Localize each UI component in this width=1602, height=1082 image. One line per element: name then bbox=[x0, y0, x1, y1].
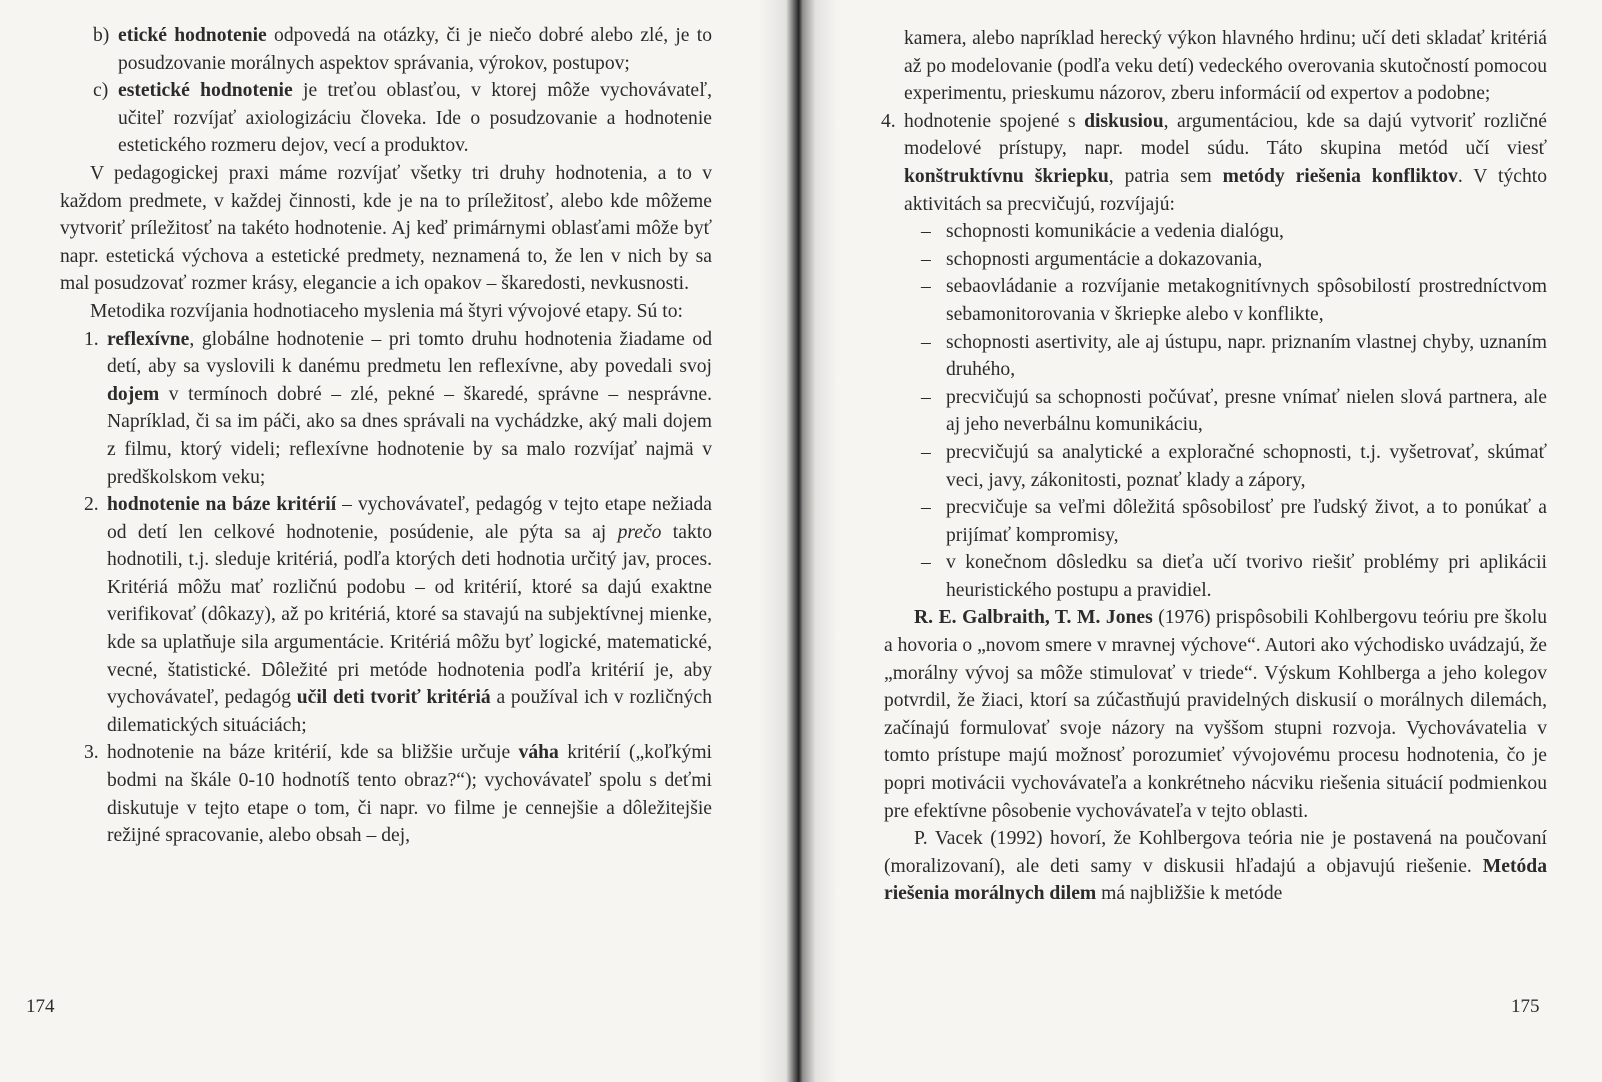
paragraph-text: (1976) prispôsobili Kohlbergovu teóriu pre školu a hovoria o „novom smere v mravnej výchove“. Autori ako východisko uvádzajú, že „morálny vývoj sa môže stimulovať v triede“. Výskum Kohlberga a jeho kolegov potvrdil, že žiaci, ktorí sa zúčastňujú pravidelných diskusií o morálnych dilemách, začínajú formulovať svoje názory na vyššom stupni rozvoja. Vychovávatelia v tomto prístupe majú možnosť porozumieť vývojovému procesu hodnotenia, čo je popri motivácii vychovávateľa a konkrétneho nácviku riešenia situácií podmienkou pre efektívne pôsobenie vychovávateľa v tejto oblasti. bbox=[884, 607, 1547, 822]
list-marker: 3. bbox=[84, 742, 99, 764]
list-item-text: hodnotenie spojené s bbox=[904, 110, 1085, 132]
term-impression: dojem bbox=[107, 383, 160, 405]
term-weight: váha bbox=[518, 742, 559, 764]
dash-list-item-text: schopnosti argumentácie a dokazovania, bbox=[946, 248, 1263, 270]
term-moral-dilemma-method: Metóda riešenia morálnych dilem bbox=[884, 855, 1547, 905]
dash-marker: – bbox=[921, 386, 931, 408]
list-marker: c) bbox=[93, 80, 109, 102]
dash-marker: – bbox=[921, 441, 931, 463]
dash-list-item bbox=[884, 329, 1547, 384]
dash-list-item-text: precvičujú sa analytické a exploračné schopnosti, t.j. vyšetrovať, skúmať veci, javy, zákonitosti, poznať klady a zápory, bbox=[946, 441, 1547, 491]
authors-galbraith-jones: R. E. Galbraith, T. M. Jones bbox=[914, 607, 1153, 629]
list-item-text: je treťou oblasťou, v ktorej môže vychovávateľ, učiteľ rozvíjať axiologizáciu človeka. Ide o posudzovanie a hodnotenie estetického rozmeru dejov, vecí a produktov. bbox=[118, 80, 712, 157]
term-criteria-evaluation: hodnotenie na báze kritérií bbox=[107, 494, 337, 516]
list-item-text: , globálne hodnotenie – pri tomto druhu hodnotenia žiadame od detí, aby sa vyslovili k danému predmetu len reflexívne, aby povedali svoj bbox=[107, 328, 712, 378]
paragraph-text: má najbližšie k metóde bbox=[1096, 883, 1283, 905]
dash-list-item bbox=[884, 384, 1547, 439]
term-reflexive: reflexívne bbox=[107, 328, 190, 350]
list-item-text: . V týchto aktivitách sa precvičujú, rozvíjajú: bbox=[904, 165, 1547, 215]
list-item-c bbox=[60, 77, 712, 160]
left-page-text bbox=[60, 22, 712, 850]
left-page bbox=[0, 0, 793, 1082]
dash-list-item bbox=[884, 494, 1547, 549]
list-item-text: , patria sem bbox=[1108, 165, 1223, 187]
right-page-text bbox=[881, 25, 1547, 908]
paragraph-vacek bbox=[884, 825, 1547, 908]
paragraph: V pedagogickej praxi máme rozvíjať všetky tri druhy hodnotenia, a to v každom predmete, v každej činnosti, kde je na to príležitosť, alebo kde môžeme vytvoriť príležitosť na takéto hodnotenie. Aj keď primárnymi oblasťami môže byť napr. estetická výchova a estetické predmety, neznamená to, že len v nich by sa mal posudzovať rozmer krásy, elegancie a ich opakov – škaredosti, nevkusnosti. bbox=[60, 162, 712, 295]
numbered-item-3-continued bbox=[884, 25, 1547, 108]
term-why: prečo bbox=[617, 521, 662, 543]
list-item-text: – vychovávateľ, pedagóg v tejto etape nežiada od detí len celkové hodnotenie, posúdenie, ale pýta sa aj bbox=[107, 494, 712, 543]
list-marker: b) bbox=[93, 25, 110, 46]
term-constructive-dispute: konštruktívnu škriepku bbox=[904, 165, 1109, 187]
term-conflict-resolution: metódy riešenia konfliktov bbox=[1222, 165, 1458, 187]
list-item-text: , argumentáciou, kde sa dajú vytvoriť rozličné modelové prístupy, napr. model súdu. Táto skupina metód učí viesť bbox=[904, 110, 1547, 160]
list-item-text: odpovedá na otázky, či je niečo dobré alebo zlé, je to posudzovanie morálnych aspektov správania, výrokov, postupov; bbox=[118, 25, 712, 74]
page-number: 175 bbox=[1511, 996, 1540, 1017]
list-item-b bbox=[60, 22, 712, 77]
dash-list-item-text: sebaovládanie a rozvíjanie metakognitívnych spôsobilostí prostredníctvom sebamonitorovania v škriepke alebo v konflikte, bbox=[946, 276, 1547, 325]
dash-marker: – bbox=[921, 221, 931, 243]
list-marker: 4. bbox=[881, 110, 896, 132]
dash-marker: – bbox=[921, 276, 931, 298]
paragraph-galbraith bbox=[884, 604, 1547, 825]
dash-list-item bbox=[884, 439, 1547, 494]
term-aesthetic-evaluation: estetické hodnotenie bbox=[118, 80, 293, 102]
numbered-item-4 bbox=[881, 108, 1547, 218]
term-ethical-evaluation: etické hodnotenie bbox=[118, 25, 267, 46]
list-marker: 1. bbox=[84, 328, 99, 350]
dash-list-item bbox=[884, 218, 1547, 246]
numbered-item-3 bbox=[60, 739, 712, 849]
paragraph-text: P. Vacek (1992) hovorí, že Kohlbergova teória nie je postavená na poučovaní (moralizovaní), ale deti samy v diskusii hľadajú a objavujú riešenie. bbox=[884, 828, 1547, 877]
dash-marker: – bbox=[921, 331, 931, 353]
paragraph: Metodika rozvíjania hodnotiaceho myslenia má štyri vývojové etapy. Sú to: bbox=[90, 300, 683, 322]
numbered-item-2 bbox=[60, 491, 712, 739]
list-item-text: takto hodnotili, t.j. sleduje kritériá, podľa ktorých deti hodnotia určitý jav, proces. Kritériá môžu mať rozličnú podobu – od kritérií, ktoré sa dajú exaktne verifikovať (dôkazy), až po kritériá, ktoré sa stavajú na subjektívnej mienke, kde sa uplatňuje sila argumentácie. Kritériá môžu byť logické, matematické, vecné, štatistické. Dôležité pri metóde hodnotenia podľa kritérií je, aby vychovávateľ, pedagóg bbox=[107, 521, 712, 709]
dash-list-item-text: precvičuje sa veľmi dôležitá spôsobilosť pre ľudský život, a to ponúkať a prijímať kompromisy, bbox=[946, 497, 1547, 546]
right-page bbox=[801, 0, 1602, 1082]
dash-list-item-text: precvičujú sa schopnosti počúvať, presne vnímať nielen slová partnera, ale aj jeho neverbálnu komunikáciu, bbox=[946, 386, 1547, 436]
numbered-item-1 bbox=[60, 326, 712, 492]
dash-list-item bbox=[884, 273, 1547, 328]
dash-marker: – bbox=[921, 497, 931, 519]
list-marker: 2. bbox=[84, 494, 99, 516]
list-item-text: kritérií („koľkými bodmi na škále 0-10 hodnotíš tento obraz?“); vychovávateľ spolu s deťmi diskutuje v tejto etape o tom, či napr. vo filme je cennejšie a dôležitejšie režijné spracovanie, alebo obsah – dej, bbox=[107, 742, 713, 847]
dash-list-item bbox=[884, 246, 1547, 274]
term-create-criteria: učil deti tvoriť kritériá bbox=[296, 687, 491, 709]
dash-list-item-text: schopnosti asertivity, ale aj ústupu, napr. priznaním vlastnej chyby, uznaním druhého, bbox=[946, 331, 1547, 381]
dash-list-item-text: schopnosti komunikácie a vedenia dialógu, bbox=[946, 221, 1284, 243]
page-number: 174 bbox=[26, 996, 55, 1017]
list-item-text: v termínoch dobré – zlé, pekné – škaredé, správne – nesprávne. Napríklad, či sa im páči, ako sa dnes správali na vychádzke, aký mali dojem z filmu, ktorý videli; reflexívne hodnotenie by sa malo rozvíjať najmä v predškolskom veku; bbox=[107, 383, 712, 488]
list-item-text: a používal ich v rozličných dilematických situáciách; bbox=[107, 687, 713, 736]
dash-list-item-text: v konečnom dôsledku sa dieťa učí tvorivo riešiť problémy pri aplikácii heuristického postupu a pravidiel. bbox=[946, 552, 1547, 601]
dash-marker: – bbox=[921, 552, 931, 574]
list-item-text: kamera, alebo napríklad herecký výkon hlavného hrdinu; učí deti skladať kritériá až po modelovanie (podľa veku detí) vedeckého overovania skutočností pomocou experimentu, prieskumu názorov, zberu informácií od expertov a podobne; bbox=[904, 28, 1547, 105]
dash-marker: – bbox=[921, 248, 931, 270]
term-discussion: diskusiou bbox=[1084, 110, 1164, 132]
dash-list-item bbox=[884, 549, 1547, 604]
list-item-text: hodnotenie na báze kritérií, kde sa bližšie určuje bbox=[107, 742, 519, 764]
